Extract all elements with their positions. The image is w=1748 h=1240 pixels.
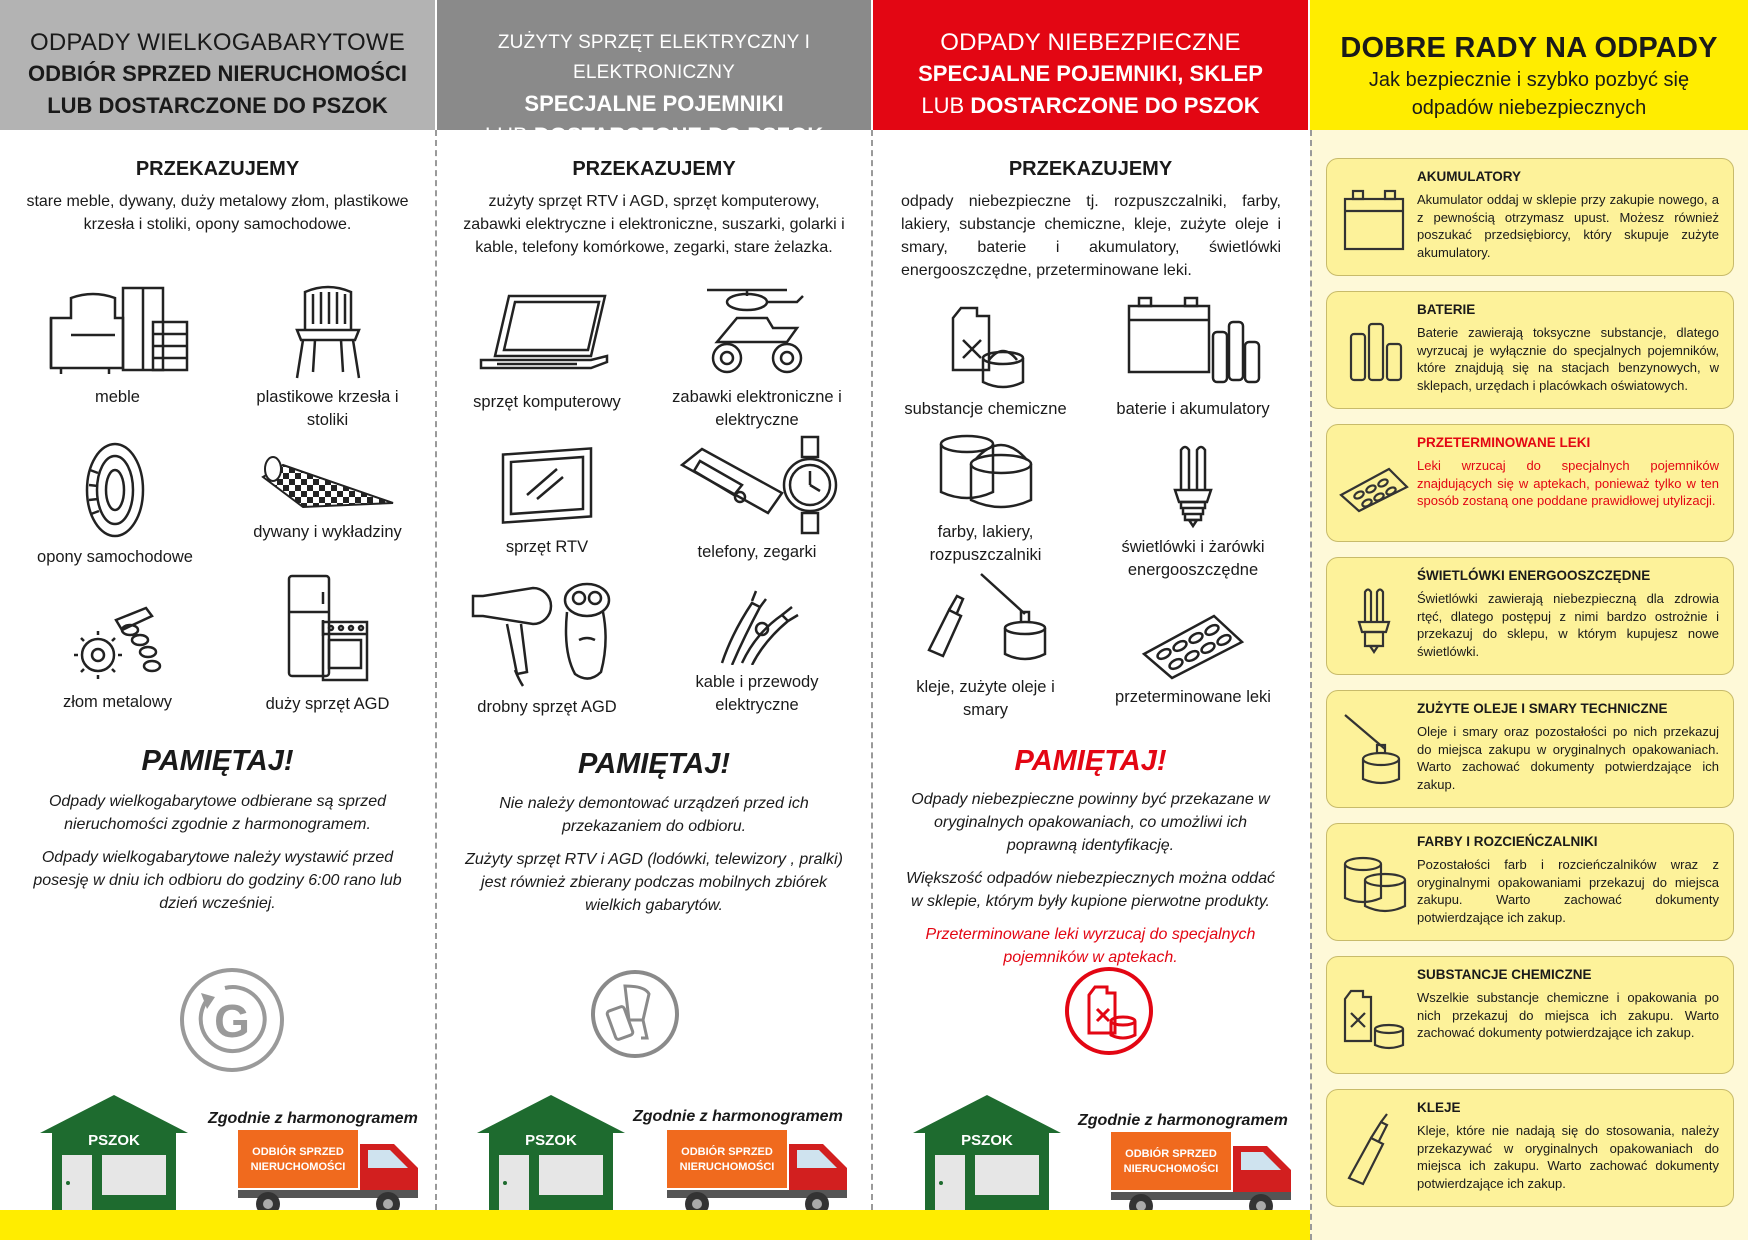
header-line3	[873, 90, 1308, 122]
hairdryer-shaver-icon	[467, 580, 627, 690]
card-title: FARBY I ROZCIEŃCZALNIKI	[1417, 834, 1598, 849]
section-title: PRZEKAZUJEMY	[135, 158, 300, 180]
advice-card-cfl	[1326, 557, 1734, 675]
truck-label-line1: ODBIÓR SPRZED	[681, 1146, 773, 1158]
item-label: plastikowe krzesła i stoliki	[256, 388, 399, 429]
item-label: substancje chemiczne	[904, 400, 1067, 418]
remember-paragraph: Zużyty sprzęt RTV i AGD (lodówki, telewizory , pralki) jest również zbierany podczas mobilnych zbiórek wielkich gabarytów.	[465, 851, 843, 914]
schedule-label: Zgodnie z harmonogramem	[208, 1110, 418, 1127]
remember-paragraph: Nie należy demontować urządzeń przed ich przekazaniem do odbioru.	[499, 795, 809, 835]
column-hazardous	[873, 0, 1308, 1240]
remember-paragraph: Odpady wielkogabarytowe należy wystawić przed posesję w dniu ich odbioru do godziny 6:00 rano lub dzień wcześniej.	[33, 849, 402, 912]
remember-title: PAMIĘTAJ!	[1014, 745, 1167, 777]
header-good-advice	[1310, 0, 1748, 130]
truck	[667, 1130, 857, 1220]
item-computers	[457, 290, 637, 414]
item-label: kleje, zużyte oleje i smary	[916, 678, 1055, 719]
pszok-house-icon	[913, 1095, 1061, 1210]
item-label: opony samochodowe	[37, 548, 193, 566]
header-line3-prefix: LUB	[484, 123, 534, 148]
header-line3: LUB DOSTARCZONE DO PSZOK	[47, 93, 388, 118]
pszok-house-icon	[477, 1095, 625, 1210]
glue-tube-icon	[1337, 1102, 1411, 1194]
truck-label	[1111, 1147, 1231, 1177]
chemicals-icon	[941, 300, 1031, 392]
column-bulky-waste	[0, 0, 435, 1240]
truck-label	[238, 1145, 358, 1175]
pszok-building	[477, 1095, 625, 1210]
card-title: BATERIE	[1417, 302, 1476, 317]
remember-paragraph: Odpady niebezpieczne powinny być przekazane w oryginalnych opakowaniach, co umożliwi ich poprawną identyfikację.	[911, 791, 1270, 854]
header-hazardous	[873, 0, 1308, 130]
card-text: Oleje i smary oraz pozostałości po nich przekazuj do miejsca zakupu w oryginalnych opakowaniach. Warto zachować dokumenty potwierdzające ich zakup.	[1417, 724, 1719, 792]
item-label: zabawki elektroniczne i elektryczne	[672, 388, 842, 429]
item-plastic-chairs	[245, 280, 410, 432]
item-glues-oils	[898, 570, 1073, 722]
item-label: farby, lakiery, rozpuszczalniki	[929, 523, 1042, 564]
item-label: drobny sprzęt AGD	[477, 698, 617, 716]
item-label: meble	[95, 388, 140, 406]
item-chemicals	[898, 300, 1073, 421]
schedule-label: Zgodnie z harmonogramem	[1078, 1112, 1288, 1129]
paint-bucket-icon	[1337, 836, 1411, 928]
chemicals-icon	[1337, 969, 1411, 1061]
section-title: PRZEKAZUJEMY	[572, 158, 736, 180]
header-line3	[437, 120, 871, 152]
column-divider	[1310, 130, 1312, 1240]
item-small-appliances	[462, 580, 632, 719]
card-text: Wszelkie substancje chemiczne i opakowania po nich przekazuj do miejsca ich zakupu. Warto zachować dokumenty potwierdzające ich zakup.	[1417, 990, 1719, 1040]
card-title: ZUŻYTE OLEJE I SMARY TECHNICZNE	[1417, 701, 1668, 716]
pszok-label: PSZOK	[88, 1132, 140, 1149]
card-title: SUBSTANCJE CHEMICZNE	[1417, 967, 1592, 982]
batteries-icon	[1337, 304, 1411, 396]
truck-label-line1: ODBIÓR SPRZED	[252, 1146, 344, 1158]
oil-can-icon	[1337, 703, 1411, 795]
advice-title: DOBRE RADY NA ODPADY	[1340, 32, 1718, 64]
item-label: duży sprzęt AGD	[265, 695, 390, 713]
column-good-advice	[1310, 0, 1748, 1240]
phone-watch-icon	[672, 435, 842, 535]
tv-icon	[497, 445, 597, 530]
truck-label	[667, 1145, 787, 1175]
remember-paragraph: Odpady wielkogabarytowe odbierane są sprzed nieruchomości zgodnie z harmonogramem.	[48, 793, 387, 833]
pszok-house-icon	[40, 1095, 188, 1210]
item-label: przeterminowane leki	[1115, 688, 1271, 706]
item-toys	[662, 280, 852, 432]
header-line3-bold: DOSTARCZONE DO PSZOK	[533, 123, 824, 148]
advice-subtitle-line2: odpadów niebezpiecznych	[1411, 97, 1647, 119]
advice-card-accumulators	[1326, 158, 1734, 276]
card-text: Świetlówki zawierają niebezpieczną dla zdrowia rtęć, dlatego postępuj z nimi bardzo ostrożnie i przekazuj do sklepu, w którym kupujesz nowe świetlówki.	[1417, 591, 1719, 659]
pszok-building	[40, 1095, 188, 1210]
cfl-bulb-icon	[1163, 440, 1223, 530]
laptop-icon	[477, 290, 617, 385]
item-label: złom metalowy	[62, 693, 173, 711]
item-large-appliances	[245, 572, 410, 716]
header-line2: ODBIÓR SPRZED NIERUCHOMOŚCI	[28, 61, 407, 86]
truck	[1111, 1132, 1301, 1222]
advice-subtitle-line1: Jak bezpiecznie i szybko pozbyć się	[1368, 69, 1690, 91]
truck-icon	[667, 1130, 857, 1220]
remember-title: PAMIĘTAJ!	[578, 748, 730, 780]
remember-title: PAMIĘTAJ!	[141, 745, 294, 777]
item-label: telefony, zegarki	[697, 543, 817, 561]
svg-text:G: G	[214, 995, 250, 1047]
truck-icon	[1111, 1132, 1301, 1222]
item-paints	[898, 430, 1073, 567]
item-label: sprzęt komputerowy	[473, 393, 621, 411]
truck-icon	[238, 1130, 428, 1220]
header-line1: ZUŻYTY SPRZĘT ELEKTRYCZNY I ELEKTRONICZNY	[497, 32, 811, 83]
truck	[238, 1130, 428, 1220]
remember-text	[26, 790, 409, 925]
item-label: sprzęt RTV	[505, 538, 589, 556]
carpet-icon	[253, 455, 403, 515]
pszok-building	[913, 1095, 1061, 1210]
remember-paragraph-red: Przeterminowane leki wyrzucaj do specjalnych pojemników w aptekach.	[925, 926, 1256, 966]
advice-card-glues	[1326, 1089, 1734, 1207]
truck-label-line1: ODBIÓR SPRZED	[1125, 1148, 1217, 1160]
header-line1: ODPADY WIELKOGABARYTOWE	[30, 29, 405, 56]
column-electronics	[437, 0, 871, 1240]
item-scrap-metal	[40, 600, 195, 714]
battery-icon	[1123, 292, 1263, 392]
item-rtv	[462, 445, 632, 559]
pszok-label: PSZOK	[525, 1132, 577, 1149]
fridge-stove-icon	[283, 572, 373, 687]
card-title: KLEJE	[1417, 1100, 1461, 1115]
section-title: PRZEKAZUJEMY	[1008, 158, 1173, 180]
card-title: AKUMULATORY	[1417, 169, 1521, 184]
advice-card-chemicals	[1326, 956, 1734, 1074]
item-cfl	[1098, 440, 1288, 582]
pills-icon	[1337, 437, 1411, 529]
truck-label-line2: NIERUCHOMOŚCI	[1123, 1163, 1219, 1175]
truck-label-line2: NIERUCHOMOŚCI	[679, 1161, 775, 1173]
pszok-label: PSZOK	[961, 1132, 1013, 1149]
furniture-icon	[43, 280, 193, 380]
card-title: PRZETERMINOWANE LEKI	[1417, 435, 1591, 450]
card-text: Pozostałości farb i rozcieńczalników wraz z oryginalnymi opakowaniami przekazuj do miejsca zakupu. Warto zachować dokumenty potwierdzające ich zakup.	[1417, 857, 1719, 925]
item-carpets	[245, 455, 410, 544]
advice-card-paints	[1326, 823, 1734, 941]
remember-text	[463, 792, 845, 927]
header-line3-bold: DOSTARCZONE DO PSZOK	[970, 93, 1260, 118]
card-text: Baterie zawierają toksyczne substancje, dlatego wyrzucaj je wyłącznie do specjalnych pojemników, które znajdują się na stacjach benzynowych, w sklepach, urzędach i placówkach oświatowych.	[1417, 325, 1719, 393]
header-line1: ODPADY NIEBEZPIECZNE	[940, 29, 1241, 56]
hazardous-bin-icon	[1063, 965, 1155, 1057]
plastic-chair-icon	[283, 280, 373, 380]
item-tires	[25, 440, 205, 569]
item-medicines	[1098, 610, 1288, 709]
item-furniture	[40, 280, 195, 409]
section-text: zużyty sprzęt RTV i AGD, sprzęt komputerowy, zabawki elektryczne i elektroniczne, suszarki, golarki i kable, telefony komórkowe, zegarki, stare żelazka.	[463, 193, 845, 256]
glue-oil-icon	[921, 570, 1051, 670]
electronics-bin-icon	[589, 968, 681, 1060]
header-electronics	[437, 0, 871, 148]
toy-icon	[697, 280, 817, 380]
card-text: Kleje, które nie nadają się do stosowania, należy przekazywać w oryginalnych opakowaniach do miejsca ich zakupu. Warto zachować dokumenty potwierdzające ich zakup.	[1417, 1123, 1719, 1191]
cfl-bulb-icon	[1337, 570, 1411, 662]
remember-text	[899, 788, 1282, 979]
remember-paragraph: Większość odpadów niebezpiecznych można oddać w sklepie, którym były kupione pierwotne produkty.	[906, 870, 1275, 910]
paint-bucket-icon	[933, 430, 1038, 515]
advice-card-batteries	[1326, 291, 1734, 409]
item-label: świetlówki i żarówki energooszczędne	[1121, 538, 1265, 579]
header-line2: SPECJALNE POJEMNIKI	[524, 91, 784, 116]
g-recycling-icon	[177, 965, 287, 1075]
advice-card-oils	[1326, 690, 1734, 808]
item-phones-watches	[662, 435, 852, 564]
item-cables	[662, 585, 852, 717]
item-label: kable i przewody elektryczne	[695, 673, 819, 714]
card-title: ŚWIETLÓWKI ENERGOOSZCZĘDNE	[1417, 568, 1651, 583]
card-text: Akumulator oddaj w sklepie przy zakupie nowego, a z pewnością otrzymasz upust. Możesz również poszukać przedsiębiorcy, który skupuje zużyte akumulatory.	[1417, 192, 1719, 260]
pills-icon	[1138, 610, 1248, 680]
card-text: Leki wrzucaj do specjalnych pojemników znajdujących się w aptekach, ponieważ tylko w ten sposób zostaną one poddane prawidłowej utylizacji.	[1417, 458, 1719, 508]
header-bulky-waste	[0, 0, 435, 130]
header-line3-prefix: LUB	[921, 93, 971, 118]
section-text: odpady niebezpieczne tj. rozpuszczalniki, farby, lakiery, substancje chemiczne, kleje, zużyte oleje i smary, baterie i akumulatory, świetlówki energooszczędne, przeterminowane leki.	[901, 193, 1281, 279]
item-label: baterie i akumulatory	[1116, 400, 1270, 418]
battery-icon	[1337, 171, 1411, 263]
item-batteries	[1098, 292, 1288, 421]
schedule-label: Zgodnie z harmonogramem	[633, 1108, 843, 1125]
item-label: dywany i wykładziny	[253, 523, 402, 541]
advice-card-medicines	[1326, 424, 1734, 542]
tire-icon	[80, 440, 150, 540]
cable-icon	[702, 585, 812, 665]
header-line2: SPECJALNE POJEMNIKI, SKLEP	[918, 61, 1263, 86]
truck-label-line2: NIERUCHOMOŚCI	[250, 1161, 346, 1173]
scrap-metal-icon	[68, 600, 168, 685]
bottom-yellow-bar	[0, 1210, 1310, 1240]
section-text: stare meble, dywany, duży metalowy złom, plastikowe krzesła i stoliki, opony samochodowe.	[26, 193, 409, 233]
